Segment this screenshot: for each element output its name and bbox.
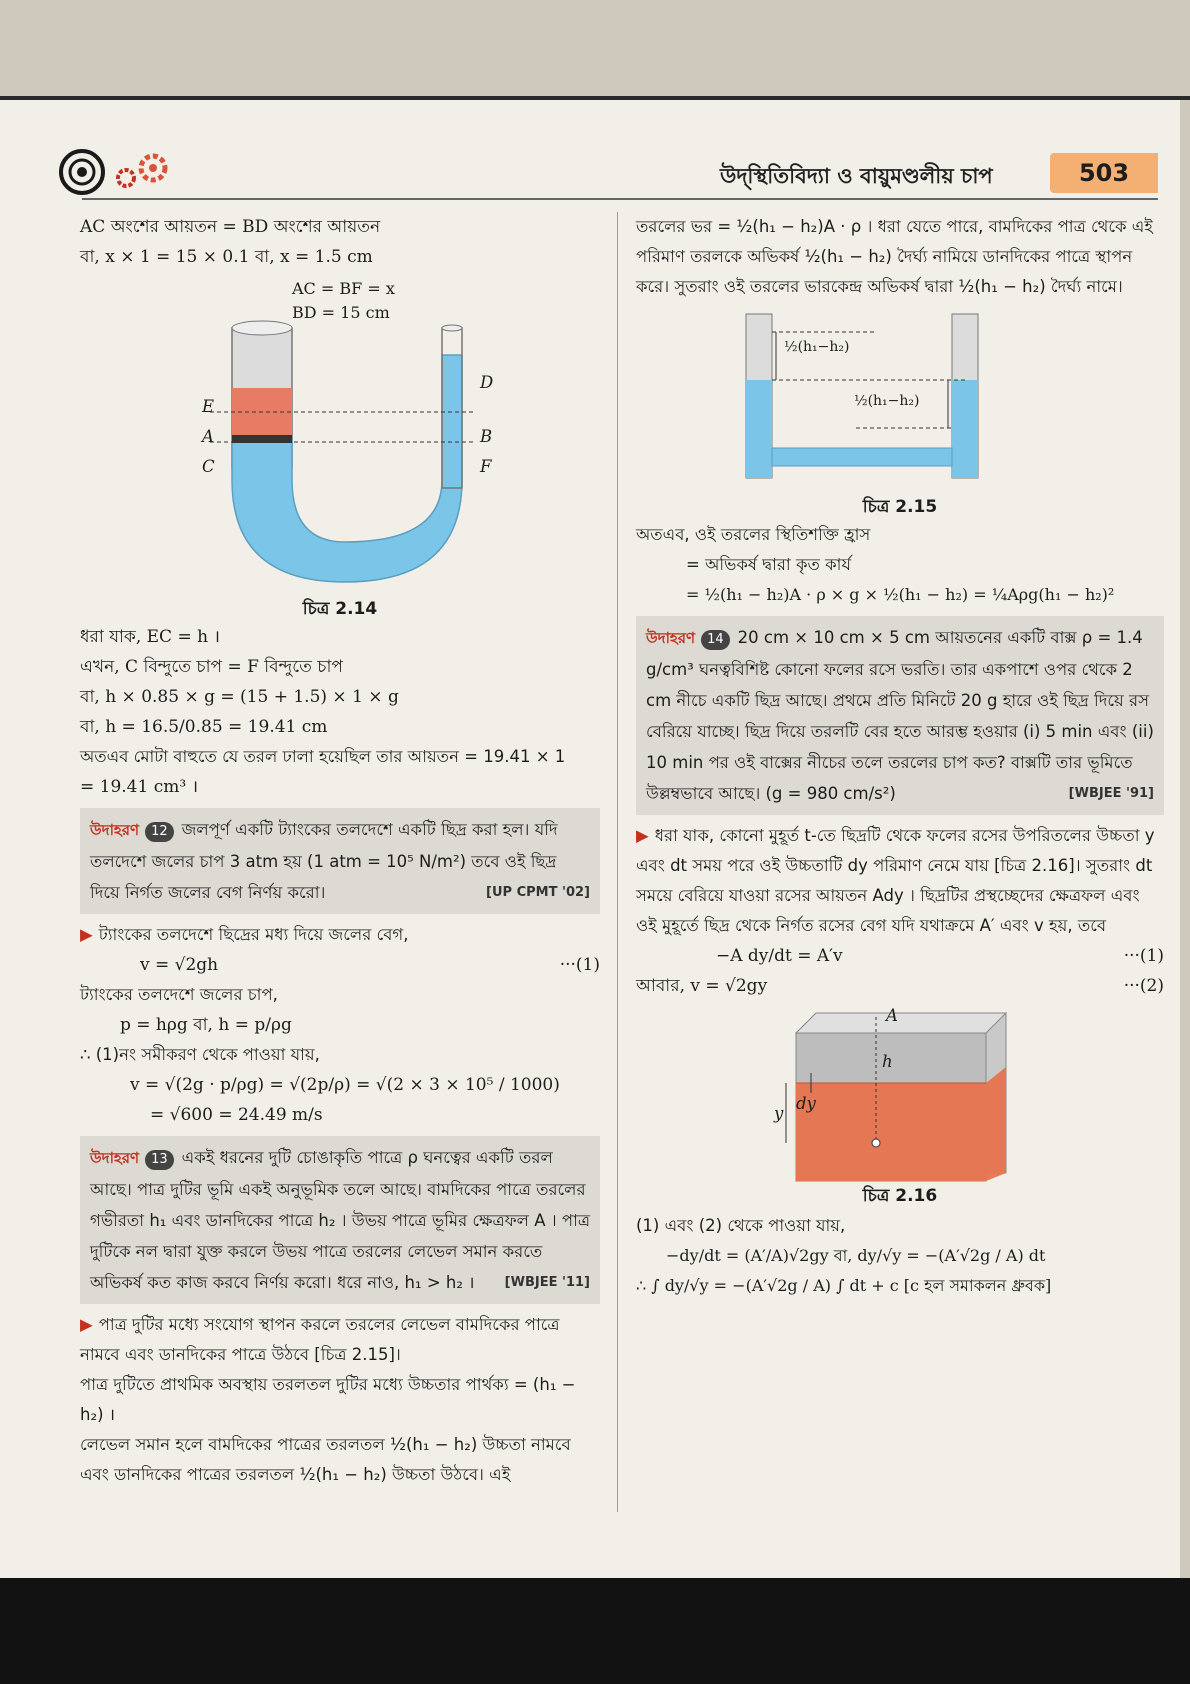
right-column [636, 212, 1164, 1301]
point-label: D [480, 373, 494, 392]
text-line: এখন, C বিন্দুতে চাপ = F বিন্দুতে চাপ [80, 657, 343, 677]
text-line: বা, x × 1 = 15 × 0.1 বা, x = 1.5 cm [80, 247, 373, 267]
equation: v = √2gh [140, 955, 219, 975]
figure-caption: চিত্র 2.14 [302, 599, 378, 619]
figure-caption: চিত্র 2.15 [862, 497, 938, 517]
figure-2-16 [636, 1001, 1164, 1211]
column-divider [617, 212, 618, 1512]
text-line: = 19.41 cm³ । [80, 777, 199, 797]
exam-source: [UP CPMT '02] [486, 885, 590, 900]
equation: p = hρg বা, h = p/ρg [120, 1015, 292, 1035]
text-line: = অভিকর্ষ দ্বারা কৃত কার্য [686, 555, 851, 574]
solution-arrow-icon: ▶ [80, 925, 93, 944]
fig-label: dy [796, 1094, 816, 1113]
equation-tag: ···(1) [1123, 946, 1164, 966]
text-line: ধরা যাক, EC = h । [80, 627, 220, 647]
equation: ∴ ∫ dy/√y = −(A′√2g / A) ∫ dt + c [c হল সমাকলন ধ্রুবক] [636, 1276, 1052, 1295]
example-text: 20 cm × 10 cm × 5 cm আয়তনের একটি বাক্স ρ = 1.4 g/cm³ ঘনত্ববিশিষ্ট কোনো ফলের রসে ভরতি। তার একপাশে ওপর থেকে 2 cm নীচে একটি ছিদ্র আছে। প্রথমে প্রতি মিনিটে 20 g হারে ওই ছিদ্র দিয়ে রস বেরিয়ে যাচ্ছে। ছিদ্র দিয়ে তরলটি বের হতে আরম্ভ হওয়ার (i) 5 min এবং (ii) 10 min পর ওই বাক্সের নীচের তলে তরলের চাপ কত? বাক্সটি তার ভূমিতে উল্লম্বভাবে আছে। (g = 980 cm/s²) [646, 628, 1154, 803]
fig-label: BD = 15 cm [292, 303, 390, 322]
text-line: অতএব মোটা বাহুতে যে তরল ঢালা হয়েছিল তার আয়তন = 19.41 × 1 [80, 747, 566, 766]
text-line: পাত্র দুটিতে প্রাথমিক অবস্থায় তরলতল দুটির মধ্যে উচ্চতার পার্থক্য = (h₁ − h₂) । [80, 1375, 576, 1424]
text-line: (1) এবং (2) থেকে পাওয়া যায়, [636, 1216, 846, 1235]
text-line: AC অংশের আয়তন = BD অংশের আয়তন [80, 217, 381, 237]
solution-arrow-icon: ▶ [636, 826, 649, 845]
example-label: উদাহরণ [90, 821, 140, 839]
point-label: B [480, 427, 493, 446]
example-number: 12 [145, 822, 174, 842]
example-number: 13 [145, 1150, 174, 1170]
fig-label: y [774, 1104, 784, 1123]
equation-tag: ···(2) [1123, 976, 1164, 996]
text-line: ট্যাংকের তলদেশে জলের চাপ, [80, 985, 278, 1004]
brain-gear-logo-icon [58, 148, 208, 196]
figure-2-14 [80, 272, 600, 622]
example-13-box [80, 1136, 600, 1304]
example-label: উদাহরণ [646, 629, 696, 647]
text-line: পাত্র দুটির মধ্যে সংযোগ স্থাপন করলে তরলের লেভেল বামদিকের পাত্রে নামবে এবং ডানদিকের পাত্রে উঠবে [চিত্র 2.15]। [80, 1315, 560, 1364]
text-paragraph: ধরা যাক, কোনো মুহূর্ত t-তে ছিদ্রটি থেকে ফলের রসের উপরিতলের উচ্চতা y এবং dt সময় পরে ওই উচ্চতাটি dy পরিমাণ নেমে যায় [চিত্র 2.16]। সুতরাং dt সময়ে বেরিয়ে যাওয়া রসের আয়তন Ady । ছিদ্রটির প্রস্থচ্ছেদের ক্ষেত্রফল এবং ওই মুহূর্তে ছিদ্র থেকে নির্গত রসের বেগ যদি যথাক্রমে A′ এবং v হয়, তবে [636, 826, 1155, 935]
scan-bottom-band [0, 1578, 1190, 1684]
fig-label: ½(h₁−h₂) [784, 339, 850, 355]
text-line: বা, h = 16.5/0.85 = 19.41 cm [80, 717, 328, 737]
exam-source: [WBJEE '91] [1068, 786, 1154, 801]
page-number: 503 [1050, 153, 1158, 193]
text-line: ট্যাংকের তলদেশে ছিদ্রের মধ্য দিয়ে জলের বেগ, [98, 925, 409, 944]
example-text: একই ধরনের দুটি চোঙাকৃতি পাত্রে ρ ঘনত্বের একটি তরল আছে। পাত্র দুটির ভূমি একই অনুভূমিক তলে আছে। বামদিকের পাত্রে তরলের গভীরতা h₁ এবং ডানদিকের পাত্রে h₂ । উভয় পাত্রে ভূমির ক্ষেত্রফল A । পাত্র দুটিকে নল দ্বারা যুক্ত করলে উভয় পাত্রে তরলের লেভেল সমান করতে অভিকর্ষ কত কাজ করবে নির্ণয় করো। ধরে নাও, h₁ > h₂ । [90, 1148, 590, 1292]
example-12-box [80, 808, 600, 914]
fig-label: AC = BF = x [292, 279, 395, 298]
equation: আবার, v = √2gy [636, 976, 768, 996]
equation: v = √(2g · p/ρg) = √(2p/ρ) = √(2 × 3 × 10⁵ / 1000) [130, 1075, 560, 1095]
text-paragraph: তরলের ভর = ½(h₁ − h₂)A · ρ । ধরা যেতে পারে, বামদিকের পাত্র থেকে এই পরিমাণ তরলকে অভিকর্ষ ½(h₁ − h₂) দৈর্ঘ্য নামিয়ে ডানদিকের পাত্রে স্থাপন করে। সুতরাং ওই তরলের ভারকেন্দ্র অভিকর্ষ দ্বারা ½(h₁ − h₂) দৈর্ঘ্য নামে। [636, 217, 1153, 296]
point-label: A [202, 427, 214, 446]
fig-label: ½(h₁−h₂) [854, 393, 920, 409]
point-label: E [202, 397, 215, 416]
u-tube-diagram [190, 320, 530, 590]
example-14-box [636, 616, 1164, 815]
example-label: উদাহরণ [90, 1149, 140, 1167]
text-line: বা, h × 0.85 × g = (15 + 1.5) × 1 × g [80, 687, 399, 707]
equation: = ½(h₁ − h₂)A · ρ × g × ½(h₁ − h₂) = ¼Aρg(h₁ − h₂)² [686, 585, 1115, 604]
example-text: জলপূর্ণ একটি ট্যাংকের তলদেশে একটি ছিদ্র করা হল। যদি তলদেশে জলের চাপ 3 atm হয় (1 atm = 10⁵ N/m²) তবে ওই ছিদ্র দিয়ে নির্গত জলের বেগ নির্ণয় করো। [90, 820, 558, 902]
chapter-title: উদ্‌স্থিতিবিদ্যা ও বায়ুমণ্ডলীয় চাপ [720, 164, 993, 188]
equation: = √600 = 24.49 m/s [150, 1105, 323, 1125]
text-line: ∴ (1)নং সমীকরণ থেকে পাওয়া যায়, [80, 1045, 320, 1064]
figure-caption: চিত্র 2.16 [862, 1186, 938, 1206]
equation-tag: ···(1) [559, 955, 600, 975]
fig-label: h [882, 1052, 893, 1071]
exam-source: [WBJEE '11] [504, 1275, 590, 1290]
header-rule [82, 198, 1158, 200]
fig-label: A [886, 1006, 898, 1025]
point-label: C [202, 457, 215, 476]
left-column [80, 212, 600, 1490]
equation: −dy/dt = (A′/A)√2gy বা, dy/√y = −(A′√2g / A) dt [666, 1246, 1046, 1265]
equation: −A dy/dt = A′v [716, 946, 843, 966]
solution-arrow-icon: ▶ [80, 1315, 93, 1334]
figure-2-15 [636, 302, 1164, 520]
text-line: অতএব, ওই তরলের স্থিতিশক্তি হ্রাস [636, 525, 871, 544]
point-label: F [480, 457, 492, 476]
top-edge-line [0, 96, 1190, 100]
example-number: 14 [701, 630, 730, 650]
text-line: লেভেল সমান হলে বামদিকের পাত্রের তরলতল ½(h₁ − h₂) উচ্চতা নামবে এবং ডানদিকের পাত্রের তরলতল ½(h₁ − h₂) উচ্চতা উঠবে। এই [80, 1435, 571, 1484]
